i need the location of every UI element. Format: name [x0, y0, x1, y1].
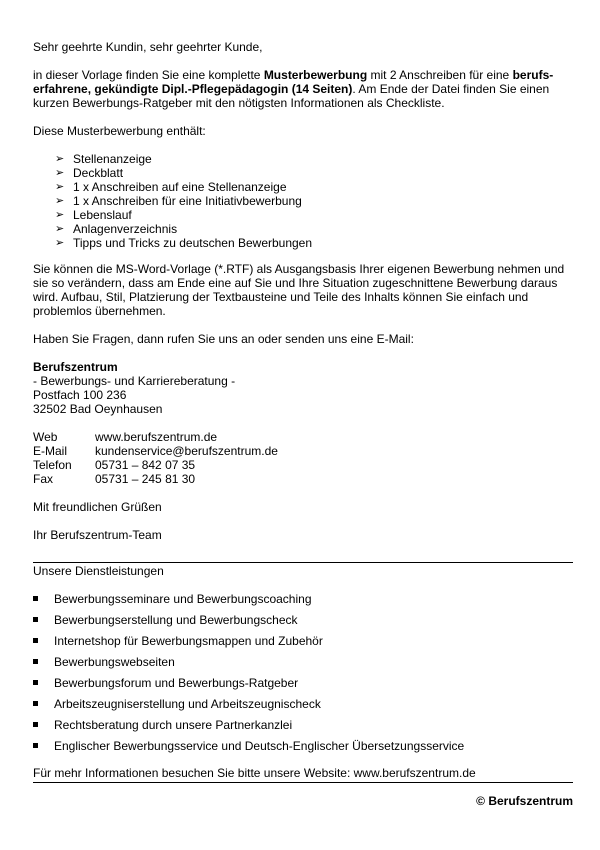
contact-row	[33, 458, 573, 472]
list-item: Bewerbungswebseiten	[33, 655, 573, 669]
contact-value: www.berufszentrum.de	[95, 430, 218, 444]
contact-label: E-Mail	[33, 444, 68, 458]
arrow-bullet-icon: ➢	[55, 237, 65, 249]
signature: Ihr Berufszentrum-Team	[33, 528, 162, 542]
list-item: Internetshop für Bewerbungsmappen und Zubehör	[33, 634, 573, 648]
contents-heading: Diese Musterbewerbung enthält:	[33, 124, 206, 138]
org-name: Berufszentrum	[33, 360, 118, 374]
org-tagline: - Bewerbungs- und Karriereberatung -	[33, 374, 236, 388]
square-bullet-icon	[33, 638, 38, 643]
contents-list	[33, 152, 573, 250]
arrow-bullet-icon: ➢	[55, 153, 65, 165]
square-bullet-icon	[33, 659, 38, 664]
arrow-bullet-icon: ➢	[55, 181, 65, 193]
contact-value: 05731 – 245 81 30	[95, 472, 196, 486]
contact-table	[33, 430, 573, 486]
questions-paragraph: Haben Sie Fragen, dann rufen Sie uns an oder senden uns eine E-Mail:	[33, 332, 414, 346]
contact-row	[33, 444, 573, 458]
contact-label: Telefon	[33, 458, 72, 472]
greeting: Sehr geehrte Kundin, sehr geehrter Kunde,	[33, 40, 263, 54]
contact-label: Web	[33, 430, 58, 444]
usage-paragraph: Sie können die MS-Word-Vorlage (*.RTF) als Ausgangsbasis Ihrer eigenen Bewerbung nehmen und sie so verändern, dass am Ende eine auf Sie und Ihre Situation zugeschnittene Bewerbung daraus wird. Aufbau, Stil, Platzierung der Textbausteine und Teile des Inhalts können Sie einfach und problemlos übernehmen.	[33, 262, 565, 318]
contact-row	[33, 472, 573, 486]
services-list	[33, 592, 573, 753]
intro-paragraph: in dieser Vorlage finden Sie eine komplette Musterbewerbung mit 2 Anschreiben für eine berufs-erfahrene, gekündigte Dipl.-Pflegepädagogin (14 Seiten). Am Ende der Datei finden Sie einen kurzen Bewerbungs-Ratgeber mit den nötigsten Informationen als Checkliste.	[33, 68, 554, 110]
arrow-bullet-icon: ➢	[55, 223, 65, 235]
document-page	[33, 40, 573, 808]
more-info-text: Für mehr Informationen besuchen Sie bitte unsere Website: www.berufszentrum.de	[33, 766, 476, 780]
address-block	[33, 360, 573, 416]
copyright: © Berufszentrum	[476, 794, 573, 808]
square-bullet-icon	[33, 680, 38, 685]
contact-value: 05731 – 842 07 35	[95, 458, 196, 472]
arrow-bullet-icon: ➢	[55, 209, 65, 221]
square-bullet-icon	[33, 596, 38, 601]
square-bullet-icon	[33, 701, 38, 706]
contact-value: kundenservice@berufszentrum.de	[95, 444, 278, 458]
contact-label: Fax	[33, 472, 54, 486]
list-item: Bewerbungsforum und Bewerbungs-Ratgeber	[33, 676, 573, 690]
list-item: Bewerbungserstellung und Bewerbungscheck	[33, 613, 573, 627]
org-postfach: Postfach 100 236	[33, 388, 127, 402]
list-item: Englischer Bewerbungsservice und Deutsch-Englischer Übersetzungsservice	[33, 739, 573, 753]
list-item: ➢ 1 x Anschreiben auf eine Stellenanzeige	[55, 180, 287, 194]
square-bullet-icon	[33, 743, 38, 748]
list-item: ➢ Stellenanzeige	[55, 152, 152, 166]
list-item: ➢ Anlagenverzeichnis	[55, 222, 178, 236]
list-item: Arbeitszeugniserstellung und Arbeitszeugnischeck	[33, 697, 573, 711]
intro-bold-product: Musterbewerbung	[263, 68, 368, 82]
arrow-bullet-icon: ➢	[55, 167, 65, 179]
arrow-bullet-icon: ➢	[55, 195, 65, 207]
contact-row	[33, 430, 573, 444]
list-item: ➢ Tipps und Tricks zu deutschen Bewerbungen	[55, 236, 313, 250]
closing: Mit freundlichen Grüßen	[33, 500, 162, 514]
services-heading: Unsere Dienstleistungen	[33, 564, 164, 578]
square-bullet-icon	[33, 722, 38, 727]
org-city: 32502 Bad Oeynhausen	[33, 402, 163, 416]
list-item: ➢ Deckblatt	[55, 166, 124, 180]
square-bullet-icon	[33, 617, 38, 622]
list-item: ➢ Lebenslauf	[55, 208, 132, 222]
list-item: ➢ 1 x Anschreiben für eine Initiativbewerbung	[55, 194, 302, 208]
intro-bold-profile: berufs-erfahrene, gekündigte Dipl.-Pflegepädagogin (14 Seiten)	[33, 68, 554, 96]
list-item: Bewerbungsseminare und Bewerbungscoaching	[33, 592, 573, 606]
list-item: Rechtsberatung durch unsere Partnerkanzlei	[33, 718, 573, 732]
